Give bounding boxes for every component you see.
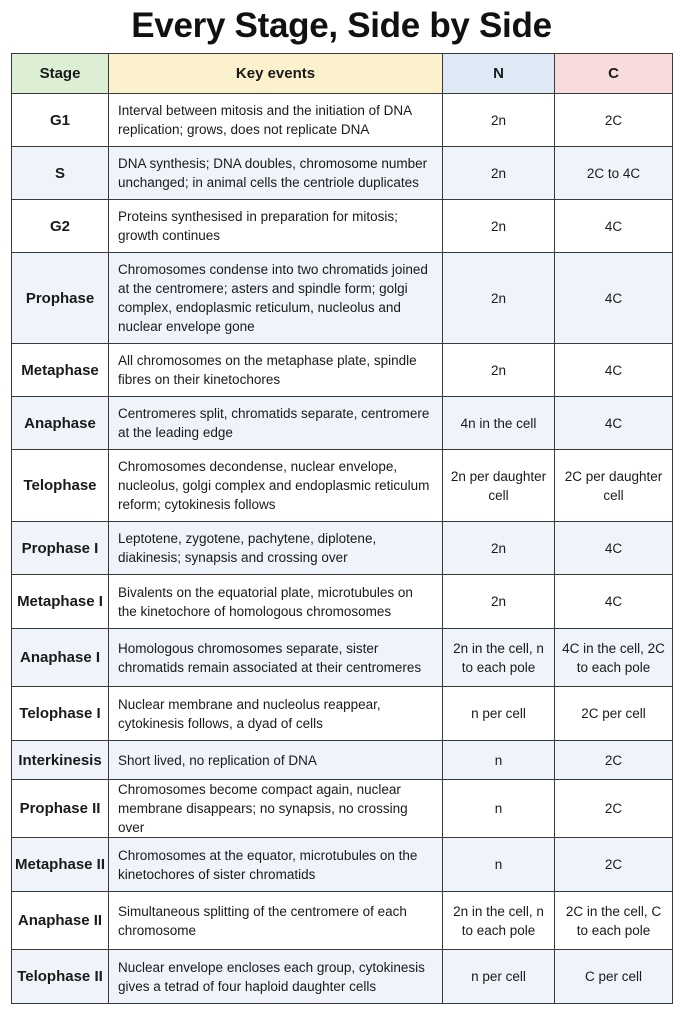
key-events-cell: DNA synthesis; DNA doubles, chromosome number unchanged; in animal cells the centriole duplicates: [109, 147, 443, 200]
header-stage: Stage: [12, 54, 109, 94]
n-cell: 2n per daughter cell: [443, 450, 555, 522]
key-events-cell: Interval between mitosis and the initiation of DNA replication; grows, does not replicate DNA: [109, 94, 443, 147]
stage-cell: Anaphase II: [12, 892, 109, 950]
key-events-cell: Chromosomes at the equator, microtubules on the kinetochores of sister chromatids: [109, 838, 443, 892]
c-cell: 2C: [555, 838, 673, 892]
stage-cell: S: [12, 147, 109, 200]
n-cell: n: [443, 838, 555, 892]
table-row: [12, 687, 673, 741]
stage-cell: Metaphase: [12, 344, 109, 397]
key-events-cell: Bivalents on the equatorial plate, microtubules on the kinetochore of homologous chromosomes: [109, 575, 443, 629]
key-events-cell: Chromosomes condense into two chromatids joined at the centromere; asters and spindle form; golgi complex, endoplasmic reticulum, nucleolus and nuclear envelope gone: [109, 253, 443, 344]
c-cell: 4C: [555, 253, 673, 344]
n-cell: 2n: [443, 253, 555, 344]
stage-cell: Anaphase: [12, 397, 109, 450]
stage-cell: Telophase: [12, 450, 109, 522]
header-n: N: [443, 54, 555, 94]
n-cell: 2n: [443, 522, 555, 575]
c-cell: 4C: [555, 522, 673, 575]
table-row: [12, 950, 673, 1004]
c-cell: 2C to 4C: [555, 147, 673, 200]
table-row: [12, 450, 673, 522]
stage-cell: Anaphase I: [12, 629, 109, 687]
key-events-cell: Short lived, no replication of DNA: [109, 741, 443, 780]
stage-cell: Metaphase I: [12, 575, 109, 629]
table-row: [12, 892, 673, 950]
n-cell: 2n in the cell, n to each pole: [443, 629, 555, 687]
n-cell: 2n: [443, 575, 555, 629]
stage-cell: Telophase I: [12, 687, 109, 741]
table-row: [12, 741, 673, 780]
n-cell: 2n: [443, 200, 555, 253]
table-row: [12, 397, 673, 450]
table-row: [12, 253, 673, 344]
table-row: [12, 838, 673, 892]
c-cell: 4C: [555, 344, 673, 397]
key-events-cell: Proteins synthesised in preparation for mitosis; growth continues: [109, 200, 443, 253]
table-row: [12, 629, 673, 687]
c-cell: 2C: [555, 780, 673, 838]
key-events-cell: All chromosomes on the metaphase plate, spindle fibres on their kinetochores: [109, 344, 443, 397]
stage-cell: Prophase II: [12, 780, 109, 838]
table-row: [12, 522, 673, 575]
key-events-cell: Homologous chromosomes separate, sister chromatids remain associated at their centromeres: [109, 629, 443, 687]
table-row: [12, 94, 673, 147]
key-events-cell: Leptotene, zygotene, pachytene, diplotene, diakinesis; synapsis and crossing over: [109, 522, 443, 575]
stage-cell: G2: [12, 200, 109, 253]
key-events-cell: Centromeres split, chromatids separate, centromere at the leading edge: [109, 397, 443, 450]
c-cell: 2C: [555, 94, 673, 147]
table-row: [12, 575, 673, 629]
key-events-cell: Simultaneous splitting of the centromere of each chromosome: [109, 892, 443, 950]
table-row: [12, 780, 673, 838]
n-cell: n per cell: [443, 950, 555, 1004]
c-cell: 2C per cell: [555, 687, 673, 741]
n-cell: n: [443, 741, 555, 780]
key-events-cell: Nuclear membrane and nucleolus reappear, cytokinesis follows, a dyad of cells: [109, 687, 443, 741]
table-row: [12, 344, 673, 397]
key-events-cell: Chromosomes decondense, nuclear envelope, nucleolus, golgi complex and endoplasmic reticulum reform; cytokinesis follows: [109, 450, 443, 522]
c-cell: 2C in the cell, C to each pole: [555, 892, 673, 950]
page-title: Every Stage, Side by Side: [131, 6, 552, 45]
c-cell: C per cell: [555, 950, 673, 1004]
stage-cell: Metaphase II: [12, 838, 109, 892]
table-header-row: [12, 54, 673, 94]
n-cell: 4n in the cell: [443, 397, 555, 450]
n-cell: n per cell: [443, 687, 555, 741]
stage-cell: G1: [12, 94, 109, 147]
c-cell: 2C: [555, 741, 673, 780]
stages-table: [11, 53, 673, 1004]
c-cell: 4C in the cell, 2C to each pole: [555, 629, 673, 687]
n-cell: 2n: [443, 94, 555, 147]
n-cell: 2n: [443, 147, 555, 200]
n-cell: n: [443, 780, 555, 838]
n-cell: 2n: [443, 344, 555, 397]
n-cell: 2n in the cell, n to each pole: [443, 892, 555, 950]
stage-cell: Interkinesis: [12, 741, 109, 780]
header-c: C: [555, 54, 673, 94]
stage-cell: Telophase II: [12, 950, 109, 1004]
stage-cell: Prophase: [12, 253, 109, 344]
table-row: [12, 147, 673, 200]
table-row: [12, 200, 673, 253]
key-events-cell: Chromosomes become compact again, nuclear membrane disappears; no synapsis, no crossing over: [109, 780, 443, 838]
key-events-cell: Nuclear envelope encloses each group, cytokinesis gives a tetrad of four haploid daughter cells: [109, 950, 443, 1004]
c-cell: 4C: [555, 575, 673, 629]
header-key-events: Key events: [109, 54, 443, 94]
c-cell: 4C: [555, 200, 673, 253]
c-cell: 4C: [555, 397, 673, 450]
table-body: [12, 94, 673, 1004]
stage-cell: Prophase I: [12, 522, 109, 575]
c-cell: 2C per daughter cell: [555, 450, 673, 522]
